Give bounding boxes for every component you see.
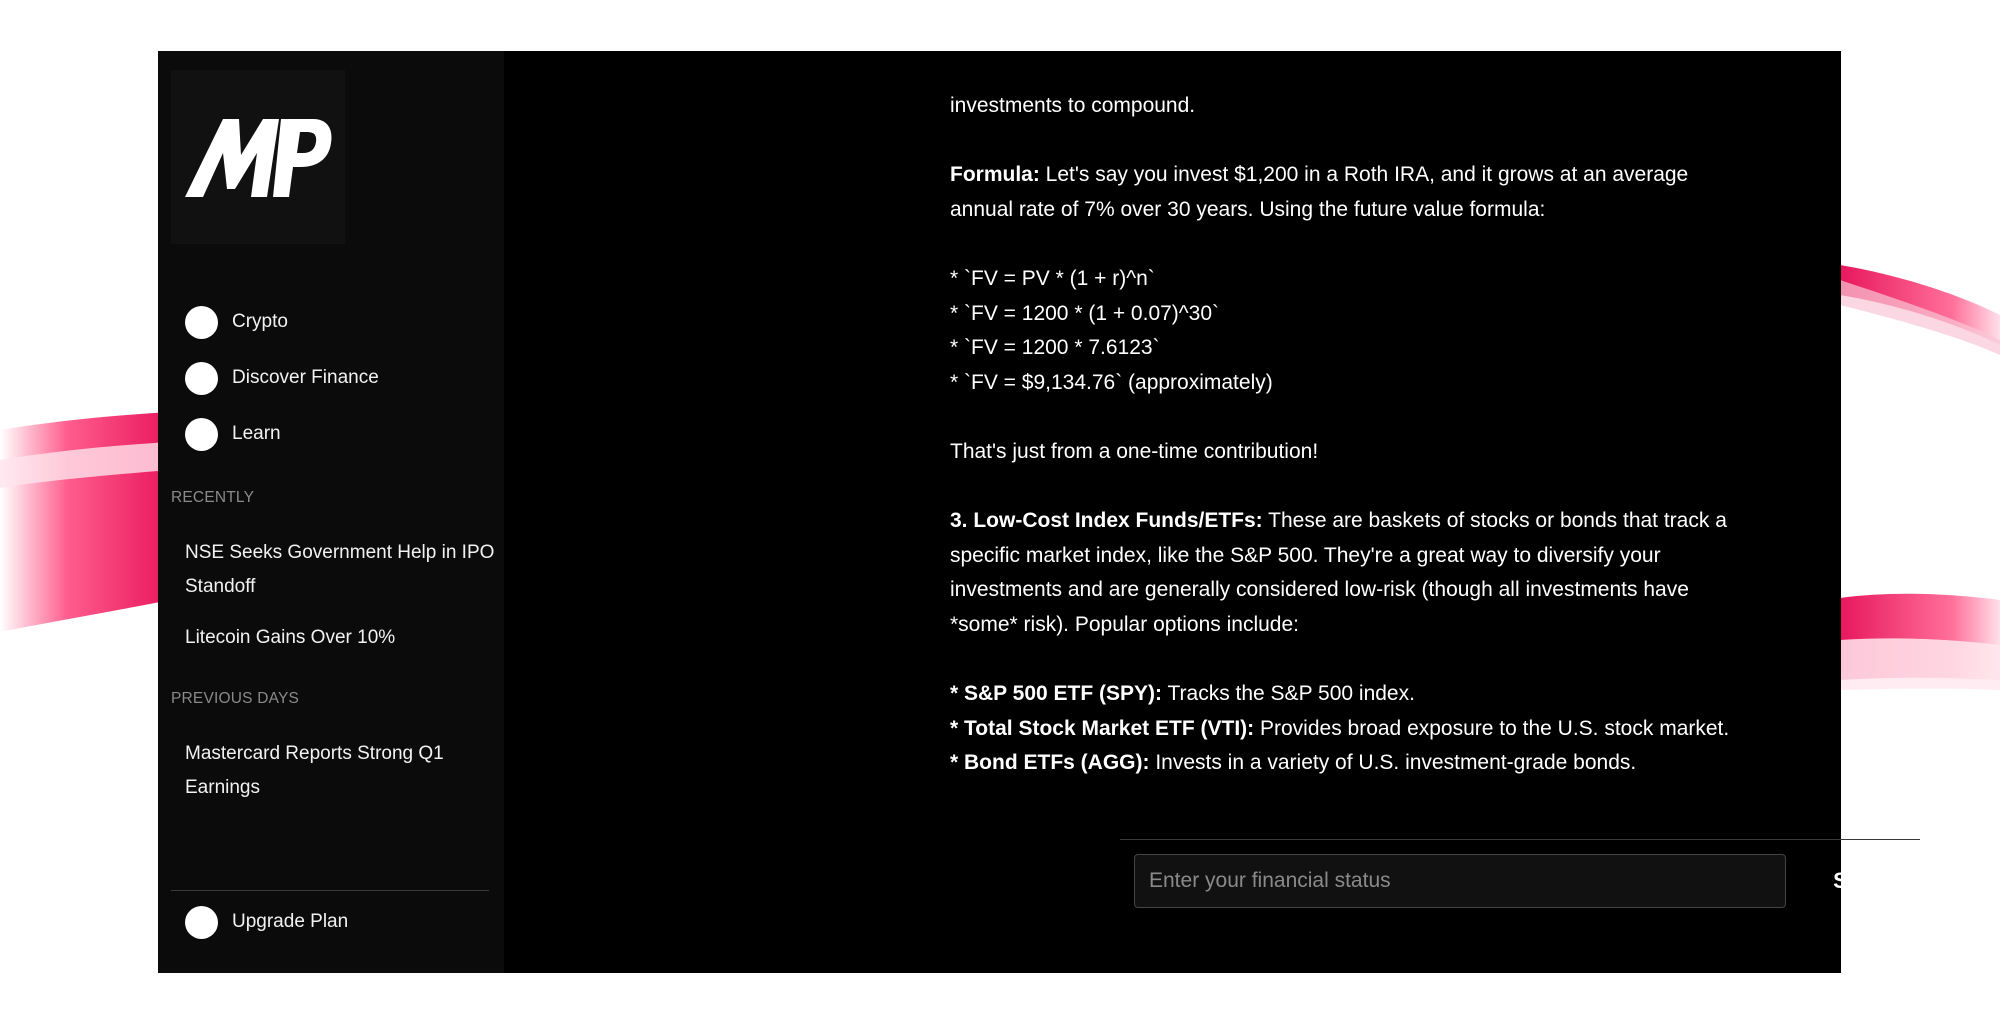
chat-main (504, 51, 1887, 973)
history-item[interactable]: Litecoin Gains Over 10% (185, 627, 396, 648)
learn-icon (185, 418, 218, 451)
recently-heading: RECENTLY (171, 489, 255, 506)
sidebar (158, 51, 504, 973)
app-window (158, 51, 1887, 973)
option-line (950, 677, 1750, 712)
option-text: Tracks the S&P 500 index. (1162, 682, 1415, 706)
crypto-icon (185, 306, 218, 339)
formula-line: * `FV = 1200 * (1 + 0.07)^30` (950, 301, 1220, 325)
index-funds-label: 3. Low-Cost Index Funds/ETFs: (950, 509, 1263, 533)
formula-label: Formula: (950, 163, 1040, 187)
formula-paragraph (950, 158, 1750, 227)
chat-scroll-area[interactable] (504, 51, 1804, 811)
nav-item-label: Crypto (232, 311, 288, 332)
option-line (950, 746, 1750, 781)
option-label: * S&P 500 ETF (SPY): (950, 682, 1163, 706)
sidebar-divider (171, 890, 489, 891)
brand-logo[interactable] (171, 70, 345, 244)
upgrade-plan-label: Upgrade Plan (232, 911, 349, 932)
assistant-message (950, 89, 1750, 781)
formula-line: * `FV = PV * (1 + r)^n` (950, 266, 1155, 290)
logo-icon (183, 115, 333, 199)
option-label: * Total Stock Market ETF (VTI): (950, 716, 1255, 740)
formula-text: Let's say you invest $1,200 in a Roth IRA, and it grows at an average annual rate of 7% over 30 years. Using the future value formula: (950, 163, 1689, 221)
formula-line: * `FV = $9,134.76` (approximately) (950, 370, 1273, 394)
previous-days-heading: PREVIOUS DAYS (171, 690, 300, 707)
upgrade-icon (185, 906, 218, 939)
history-item[interactable]: NSE Seeks Government Help in IPO Standoff (185, 542, 495, 597)
option-label: * Bond ETFs (AGG): (950, 751, 1150, 775)
index-funds-paragraph (950, 504, 1750, 642)
history-item[interactable]: Mastercard Reports Strong Q1 Earnings (185, 743, 444, 798)
option-line (950, 712, 1750, 747)
send-button[interactable]: Send (1804, 854, 1916, 908)
formula-line: * `FV = 1200 * 7.6123` (950, 336, 1160, 360)
nav-item-label: Discover Finance (232, 367, 379, 388)
nav-item-crypto[interactable] (185, 305, 288, 339)
discover-icon (185, 362, 218, 395)
financial-status-input[interactable] (1134, 854, 1786, 908)
composer-divider (1120, 839, 1920, 840)
upgrade-plan-button[interactable] (185, 905, 348, 939)
nav-item-discover-finance[interactable] (185, 361, 379, 395)
message-line: investments to compound. (950, 94, 1196, 117)
option-text: Invests in a variety of U.S. investment-grade bonds. (1149, 751, 1637, 775)
index-funds-text: These are baskets of stocks or bonds that track a specific market index, like the S&P 500. They're a great way to diversify your investments and are generally considered low-risk (though all investments have *some* risk). Popular options include: (950, 509, 1727, 636)
nav-item-learn[interactable] (185, 417, 281, 451)
message-line: That's just from a one-time contribution! (950, 439, 1319, 463)
nav-item-label: Learn (232, 423, 281, 444)
option-text: Provides broad exposure to the U.S. stock market. (1254, 716, 1730, 740)
